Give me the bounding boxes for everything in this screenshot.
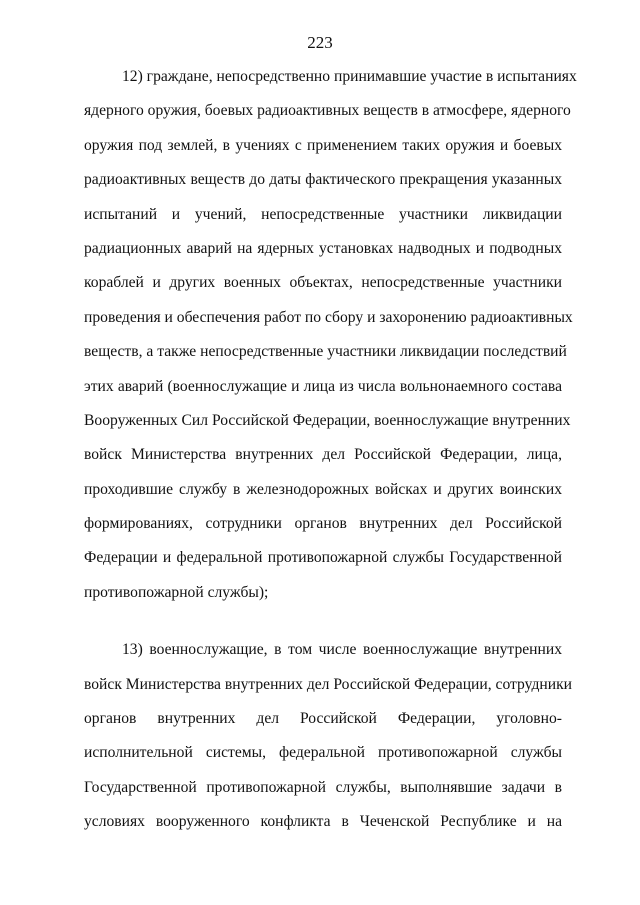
text-line: испытаний и учений, непосредственные участники ликвидации <box>84 205 562 223</box>
text-line: исполнительной системы, федеральной противопожарной службы <box>84 744 562 762</box>
document-body <box>84 60 577 840</box>
text-line: условиях вооруженного конфликта в Чеченской Республике и на <box>84 813 562 831</box>
text-line: противопожарной службы); <box>84 583 269 601</box>
paragraph-spacer <box>84 610 562 633</box>
text-line: 13) военнослужащие, в том числе военнослужащие внутренних <box>122 641 562 659</box>
text-line: проходившие службу в железнодорожных войсках и других воинских <box>84 480 562 498</box>
text-line: органов внутренних дел Российской Федерации, уголовно- <box>84 710 562 728</box>
text-line: радиационных аварий на ядерных установках надводных и подводных <box>84 239 562 257</box>
text-line: кораблей и других военных объектах, непосредственные участники <box>84 274 562 292</box>
text-line: формированиях, сотрудники органов внутренних дел Российской <box>84 515 562 533</box>
text-line: Государственной противопожарной службы, выполнявшие задачи в <box>84 778 562 796</box>
text-line: войск Министерства внутренних дел Российской Федерации, сотрудники <box>84 675 573 693</box>
text-line: 12) граждане, непосредственно принимавшие участие в испытаниях <box>122 68 577 85</box>
text-line: войск Министерства внутренних дел Российской Федерации, лица, <box>84 446 562 464</box>
text-line: веществ, а также непосредственные участники ликвидации последствий <box>84 343 567 361</box>
text-line: радиоактивных веществ до даты фактического прекращения указанных <box>84 171 562 189</box>
text-line: проведения и обеспечения работ по сбору и захоронению радиоактивных <box>84 308 573 326</box>
paragraph-12 <box>84 60 577 610</box>
text-line: ядерного оружия, боевых радиоактивных веществ в атмосфере, ядерного <box>84 102 571 120</box>
text-line: Федерации и федеральной противопожарной службы Государственной <box>84 549 562 567</box>
text-line: Вооруженных Сил Российской Федерации, военнослужащие внутренних <box>84 411 571 429</box>
paragraph-13 <box>84 633 573 839</box>
text-line: этих аварий (военнослужащие и лица из числа вольнонаемного состава <box>84 377 562 395</box>
text-line: оружия под землей, в учениях с применением таких оружия и боевых <box>84 136 562 154</box>
page-number: 223 <box>307 33 333 52</box>
